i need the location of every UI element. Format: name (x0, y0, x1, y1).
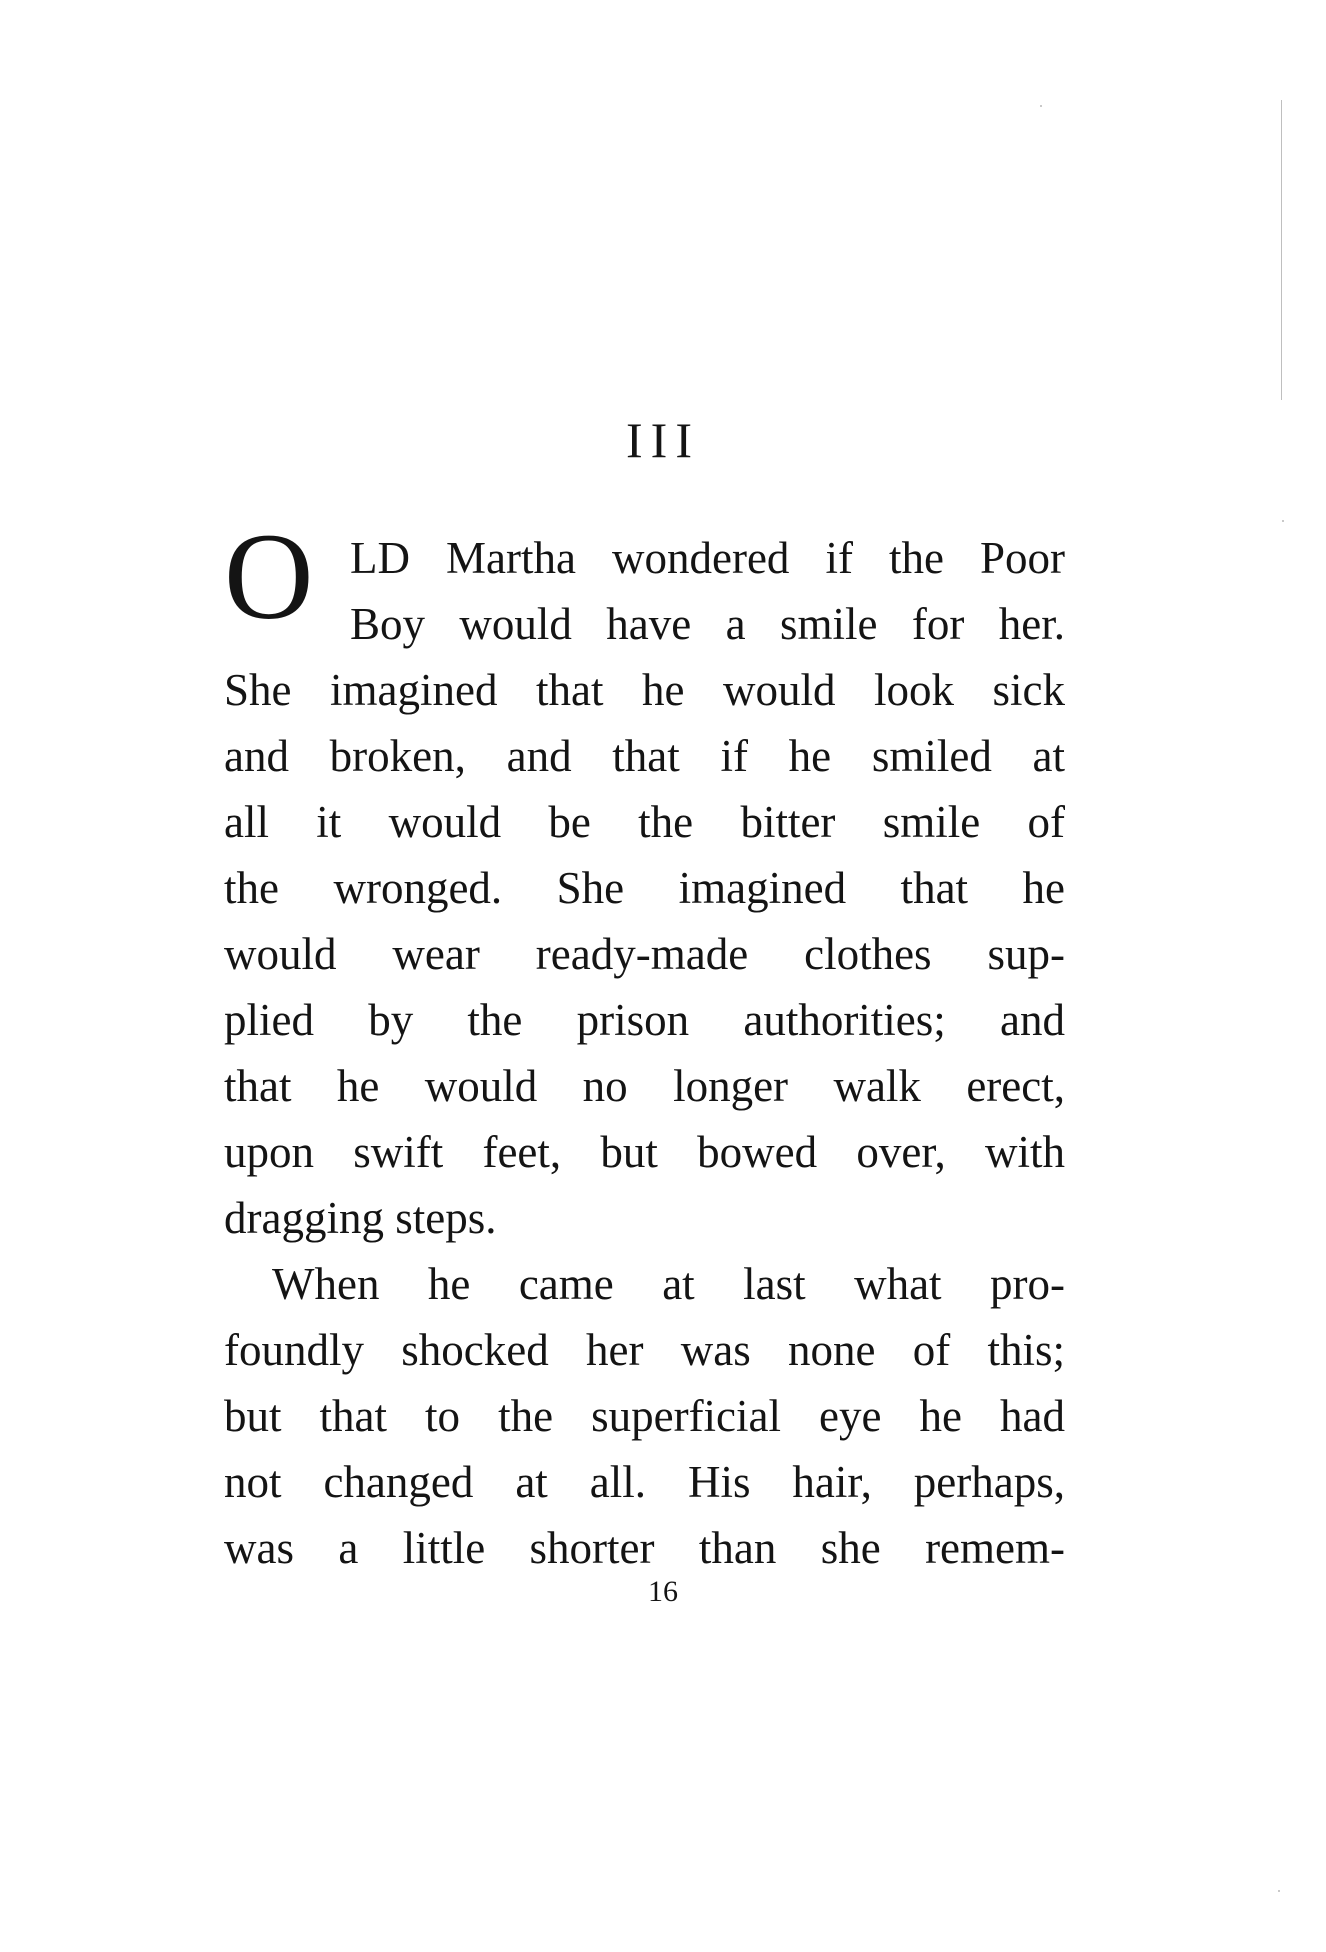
text-line: but that to the superficial eye he had (224, 1391, 1065, 1441)
scan-speck (1282, 520, 1284, 522)
text-line: the wronged. She imagined that he (224, 863, 1065, 913)
page-number: 16 (648, 1575, 678, 1608)
text-line: and broken, and that if he smiled at (224, 731, 1065, 781)
text-line: dragging steps. (224, 1193, 497, 1243)
scan-edge-mark (1281, 100, 1282, 400)
text-line: She imagined that he would look sick (224, 665, 1065, 715)
text-line: foundly shocked her was none of this; (224, 1325, 1065, 1375)
text-line: upon swift feet, but bowed over, with (224, 1127, 1065, 1177)
text-line: not changed at all. His hair, perhaps, (224, 1457, 1065, 1507)
chapter-number: III (626, 412, 700, 468)
text-line: LD Martha wondered if the Poor (350, 533, 1065, 583)
text-line: Boy would have a smile for her. (350, 599, 1065, 649)
text-line: all it would be the bitter smile of (224, 797, 1065, 847)
text-line: was a little shorter than she remem- (224, 1523, 1065, 1573)
body-text (224, 525, 1065, 1581)
scan-speck (1040, 105, 1042, 107)
text-line: would wear ready-made clothes sup- (224, 929, 1065, 979)
text-line: plied by the prison authorities; and (224, 995, 1065, 1045)
text-line: that he would no longer walk erect, (224, 1061, 1065, 1111)
scan-speck (1278, 1890, 1280, 1892)
drop-cap: O (224, 508, 314, 645)
text-line: When he came at last what pro- (272, 1259, 1065, 1309)
